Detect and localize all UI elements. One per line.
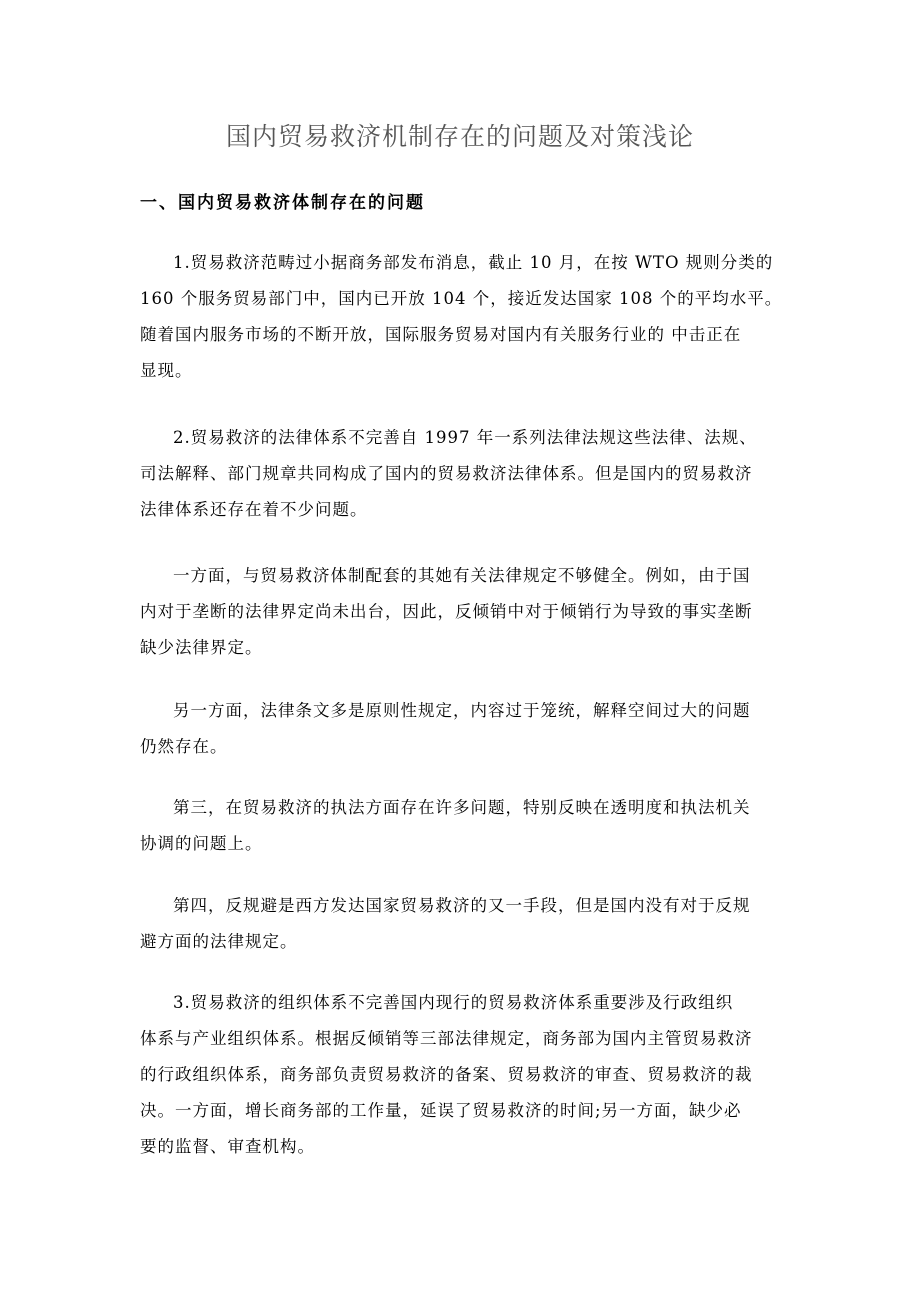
paragraph-line: 第三，在贸易救济的执法方面存在许多问题，特别反映在透明度和执法机关 [173,798,751,817]
paragraph-line: 3.贸易救济的组织体系不完善国内现行的贸易救济体系重要涉及行政组织 [173,993,734,1012]
paragraph-line: 缺少法律界定。 [140,638,263,657]
paragraph-line: 的行政组织体系，商务部负责贸易救济的备案、贸易救济的审查、贸易救济的裁 [140,1065,753,1084]
paragraph-second-aspect [140,693,780,765]
paragraph-line: 随着国内服务市场的不断开放，国际服务贸易对国内有关服务行业的 中击正在 [140,325,742,344]
paragraph-line: 第四，反规避是西方发达国家贸易救济的又一手段，但是国内没有对于反规 [173,896,751,915]
paragraph-line: 显现。 [140,361,193,380]
paragraph-line: 一方面，与贸易救济体制配套的其她有关法律规定不够健全。例如，由于国 [173,566,751,585]
paragraph-line: 避方面的法律规定。 [140,932,298,951]
paragraph-line: 法律体系还存在着不少问题。 [140,500,368,519]
paragraph-line: 决。一方面，增长商务部的工作量，延误了贸易救济的时间;另一方面，缺少必 [140,1101,742,1120]
paragraph-line: 体系与产业组织体系。根据反倾销等三部法律规定，商务部为国内主管贸易救济 [140,1029,753,1048]
paragraph-fourth [140,888,780,960]
paragraph-line: 1.贸易救济范畴过小据商务部发布消息，截止 10 月，在按 WTO 规则分类的 [173,253,774,272]
document-title: 国内贸易救济机制存在的问题及对策浅论 [225,122,694,151]
paragraph-line: 司法解释、部门规章共同构成了国内的贸易救济法律体系。但是国内的贸易救济 [140,464,753,483]
paragraph-organization [140,985,780,1165]
paragraph-line: 仍然存在。 [140,737,228,756]
paragraph-line: 内对于垄断的法律界定尚未出台，因此，反倾销中对于倾销行为导致的事实垄断 [140,602,753,621]
paragraph-line: 2.贸易救济的法律体系不完善自 1997 年一系列法律法规这些法律、法规、 [173,428,757,447]
paragraph-line: 160 个服务贸易部门中，国内已开放 104 个，接近发达国家 108 个的平均水平。 [140,289,783,308]
paragraph-line: 另一方面，法律条文多是原则性规定，内容过于笼统，解释空间过大的问题 [173,701,751,720]
paragraph-first-aspect [140,558,780,666]
paragraph-scope [140,245,783,389]
section-heading: 一、国内贸易救济体制存在的问题 [140,193,425,213]
paragraph-legal-system [140,420,780,528]
paragraph-line: 要的监督、审查机构。 [140,1137,315,1156]
paragraph-line: 协调的问题上。 [140,834,263,853]
paragraph-third [140,790,780,862]
